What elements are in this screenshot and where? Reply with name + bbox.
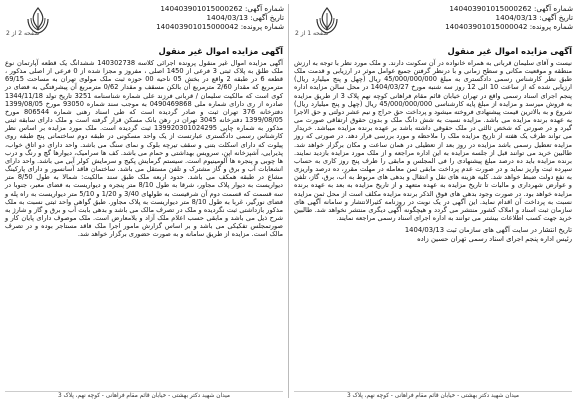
column-divider [288,4,289,398]
notice-meta [445,4,573,31]
notice-title: آگهی مزایده اموال غیر منقول [158,46,283,56]
footer-address: میدان شهید دکتر بهشتی - خیابان قائم مقام فراهانی - کوچه نهم، پلاک 3 [5,391,283,399]
footer-address: میدان شهید دکتر بهشتی - خیابان قائم مقام فراهانی - کوچه نهم، پلاک 3 [294,391,572,399]
notice-number: شماره آگهی: 140403901015000262 [160,4,284,13]
page-header [2,2,286,44]
signature-block [294,226,572,244]
file-number: شماره پرونده: 140403901015000042 [156,22,284,31]
notice-body: نیست و آقای سلیمان قربانی به همراه خانواده در آن سکونت دارند. و ملک مورد نظر با توجه به ارزش منطقه و موقعیت مکانی و سطح زمانی و با درنظر گرفتن جمیع عوامل موثر در ارزیابی و قدمت ملک طبق نظر کارشناس رسمی دادگستری به مبلغ 45/000/000/000 ریال (چهل و پنج میلیارد ریال) ارزیابی شده که از ساعت 10 الی 12 روز سه شنبه مورخ 1404/03/27 در محل سالن مزایده اداره پنجم اجرای اسناد رسمی واقع در تهران خیابان قائم مقام فراهانی کوچه نهم پلاک 3 از طریق مزایده به فروش میرسد و مزایده از مبلغ پایه کارشناسی 45/000/000/000 ریال (چهل و پنج میلیارد ریال) شروع و به بالاترین قیمت پیشنهادی فروخته میشود و پرداخت حق حراج و نیم عشر دولتی و حق الاجرا به عهده برنده مزایده می باشد. مزایده نسبت به شش دانگ ملک و بدون حقوق ارتفاقی صورت می گیرد و در صورتی که شخص ثالثی در ملک حقوقی داشته باشد بر عهده برنده مزایده میباشد. خریدار می تواند ظرف یک هفته از تاریخ مزایده ملک را ملاحظه و مورد بررسی قرار دهد. در صورتی که روز مزایده تعطیل رسمی باشد مزایده در روز بعد از تعطیلی در همان ساعت و مکان برگزار خواهد شد. طالبین خرید می توانند قبل از جلسه مزایده به این اداره مراجعه و از ملک مورد مزایده بازدید نمایند. برنده مزایده باید ده درصد مبلغ پیشنهادی را فی المجلس و مابقی را ظرف پنج روز کاری به حساب سپرده ثبت واریز نماید و در صورت عدم پرداخت مابقی ثمن معامله در مهلت مقرر، ده درصد واریزی به نفع دولت ضبط خواهد شد. کلیه هزینه های نقل و انتقال و بدهی های مربوط به آب، برق، گاز، تلفن و عوارض شهرداری و مالیات تا تاریخ مزایده به عهده متعهد و از تاریخ مزایده به بعد به عهده برنده مزایده خواهد بود. در صورت وجود بدهی های فوق الذکر برنده مزایده مکلف است از محل ثمن مزایده نسبت به پرداخت آن اقدام نماید. این آگهی در یک نوبت در روزنامه کثیرالانتشار و سامانه آگهی های سازمان ثبت اسناد و املاک کشور منتشر می گردد و هیچگونه آگهی دیگری منتشر نخواهد شد. طالبین خرید جهت کسب اطلاعات بیشتر می توانند به اداره اجرای اسناد رسمی مراجعه نمایند. [294,59,573,222]
page-two-column [2,2,286,400]
signatory-line: رئیس اداره پنجم اجرای اسناد رسمی تهران حسین زاده [417,235,572,244]
page-header [291,2,575,44]
notice-meta [156,4,284,31]
notice-title: آگهی مزایده اموال غیر منقول [447,46,572,56]
notice-date: تاریخ آگهی: 1404/03/13 [495,13,573,22]
notice-number: شماره آگهی: 140403901015000262 [449,4,573,13]
notice-body: آگهی مزایده اموال غیر منقول پرونده اجرائی کلاسه 140302738 ششدانگ یک قطعه آپارتمان نوع ملک طلق به پلاک ثبتی 3 فرعی از 1450 اصلی ، مفروز و مجزا شده از 0 فرعی از اصلی مذکور ، قطعه 6 در طبقه 2 واقع در بخش 05 ناحیه 00 حوزه ثبت ملک مولوی تهران به مساحت 69/15 مترمربع که مقدار 2/60 مترمربع آن بالکن مسقف و مقدار 0/62 مترمربع آن پیشرفتگی به فضای در کوی است که مالکیت سلیمان / قربانی فرزند علی شماره شناسنامه 3251 تاریخ تولد 1344/11/18 صادره از ری دارای شماره ملی 0490469868 به موجب سند شماره 93050 مورخ 1399/08/05 دفترخانه 376 تهران ثبت و صادر گردیده است که طی اسناد رهنی شماره 806544 مورخ 1399/08/05 دفترخانه 3045 تهران در رهن بانک مسکن قرار گرفته است و ملک دارای سابقه ثبتی مذکور به شماره چاپی 139920301024295 ثبت گردیده است. ملک مورد مزایده بر اساس نظر کارشناس رسمی دادگستری عبارتست از یک واحد مسکونی در طبقه دوم ساختمانی پنج طبقه روی پیلوت که دارای اسکلت بتنی و سقف تیرچه بلوک و نمای سنگ می باشد. واحد دارای دو اتاق خواب، پذیرایی، آشپزخانه اپن، سرویس بهداشتی و حمام می باشد. کف ها سرامیک، دیوارها گچ و رنگ و درب ها چوبی و پنجره ها آلومینیوم است. سیستم گرمایش پکیج و سرمایش کولر آبی می باشد. واحد دارای انشعابات آب و برق و گاز مشترک و تلفن مستقل می باشد. ساختمان فاقد آسانسور و دارای پارکینگ مشاع در طبقه همکف می باشد. حدود اربعه ملک طبق سند مالکیت: شمالا به طول 8/50 متر دیواریست به دیوار پلاک مجاور، شرقا به طول 8/10 متر پنجره و دیواریست به فضای معبر، جنوبا در سه قسمت که قسمت دوم آن شرقیست به طولهای 3/40 و 1/20 و 5/10 متر دیواریست به راه پله و فضای نورگیر، غربا به طول 8/10 متر دیواریست به پلاک مجاور. طبق گواهی واحد ثبتی نسبت به ملک مذکور بازداشتی ثبت نگردیده و ملک در تصرف مالک می باشد و بدهی بابت آب و برق و گاز و شارژ به شرح ذیل می باشد و مابقی حسب اعلام ملک آزاد و بلامعارض است. ملک موصوف دارای پایان کار و صورتمجلس تفکیکی می باشد و بر اساس گزارش مامور اجرا ملک فاقد مستاجر بوده و در تصرف مالک است. مزایده از طریق سامانه و به صورت حضوری برگزار خواهد شد. [5,59,284,239]
file-number: شماره پرونده: 140403901015000042 [445,22,573,31]
publish-date-line: تاریخ انتشار در سایت آگهی های سازمان ثبت 1404/03/13 [404,226,572,235]
page-one-column [291,2,575,400]
page-number: صفحه 2 از 2 [6,30,40,37]
page-number: صفحه 1 از 2 [295,30,329,37]
notice-date: تاریخ آگهی: 1404/03/13 [206,13,284,22]
